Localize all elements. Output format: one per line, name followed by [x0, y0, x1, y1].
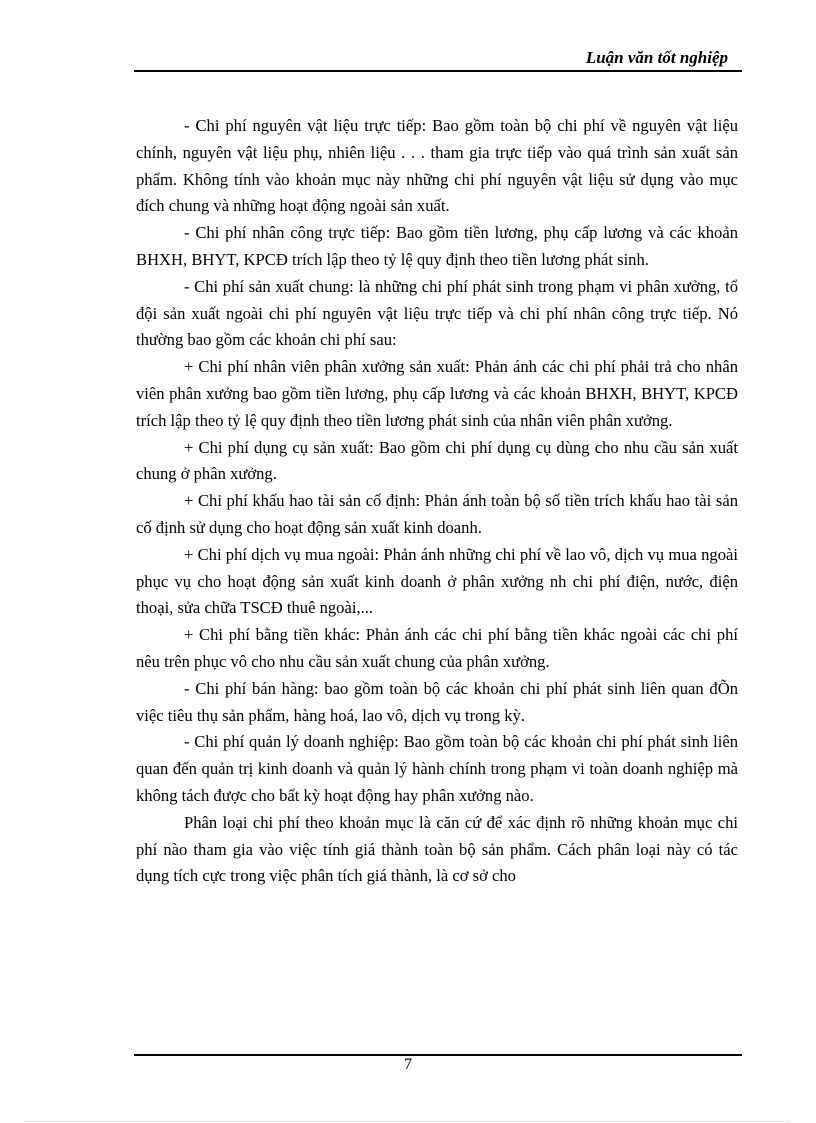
- header-title: Luận văn tốt nghiệp: [585, 48, 728, 67]
- paragraph-direct-labor: - Chi phí nhân công trực tiếp: Bao gồm tiền lương, phụ cấp lương và các khoản BHXH, BHYT, KPCĐ trích lập theo tỷ lệ quy định theo tiền lương phát sinh.: [136, 223, 738, 269]
- page-edge: [26, 1121, 790, 1122]
- paragraph-workshop-staff: + Chi phí nhân viên phân xưởng sản xuất: Phản ánh các chi phí phải trả cho nhân viên phân xưởng bao gồm tiền lương, phụ cấp lương và các khoản BHXH, BHYT, KPCĐ trích lập theo tỷ lệ quy định theo tiền lương phát sinh của nhân viên phân xưởng.: [136, 357, 738, 430]
- paragraph-selling: - Chi phí bán hàng: bao gồm toàn bộ các khoản chi phí phát sinh liên quan đÕn việc tiêu thụ sản phẩm, hàng hoá, lao vô, dịch vụ trong kỳ.: [136, 678, 738, 725]
- page-number: 7: [404, 1056, 412, 1073]
- body-text: [136, 113, 738, 890]
- header-rule: [134, 70, 742, 72]
- paragraph-outsourced-services: + Chi phí dịch vụ mua ngoài: Phản ánh những chi phí về lao vô, dịch vụ mua ngoài phục vụ cho hoạt động sản xuất kinh doanh ở phân xưởng nh chi phí điện, nước, điện thoại, sửa chữa TSCĐ thuê ngoài,...: [136, 544, 738, 618]
- paragraph-depreciation: + Chi phí khấu hao tài sản cố định: Phản ánh toàn bộ số tiền trích khấu hao tài sản cố định sử dụng cho hoạt động sản xuất kinh doanh.: [136, 491, 738, 537]
- paragraph-direct-materials: - Chi phí nguyên vật liệu trực tiếp: Bao gồm toàn bộ chi phí về nguyên vật liệu chính, nguyên vật liệu phụ, nhiên liệu . . . tham gia trực tiếp vào quá trình sản xuất sản phẩm. Không tính vào khoản mục này những chi phí nguyên vật liệu sử dụng vào mục đích chung và những hoạt động ngoài sản xuất.: [136, 116, 738, 216]
- paragraph-classification: Phân loại chi phí theo khoản mục là căn cứ để xác định rõ những khoản mục chi phí nào tham gia vào việc tính giá thành toàn bộ sản phẩm. Cách phân loại này có tác dụng tích cực trong việc phân tích giá thành, là cơ sở cho: [136, 812, 738, 886]
- paragraph-tools: + Chi phí dụng cụ sản xuất: Bao gồm chi phí dụng cụ dùng cho nhu cầu sản xuất chung ở phân xưởng.: [136, 437, 738, 484]
- paragraph-other-cash: + Chi phí bằng tiền khác: Phản ánh các chi phí bằng tiền khác ngoài các chi phí nêu trên phục vô cho nhu cầu sản xuất chung của phân xưởng.: [136, 625, 738, 671]
- paragraph-overhead: - Chi phí sản xuất chung: là những chi phí phát sinh trong phạm vi phân xưởng, tổ đội sản xuất ngoài chi phí nguyên vật liệu trực tiếp và chi phí nhân công trực tiếp. Nó thường bao gồm các khoản chi phí sau:: [136, 276, 738, 350]
- paragraph-admin: - Chi phí quản lý doanh nghiệp: Bao gồm toàn bộ các khoản chi phí phát sinh liên quan đến quản trị kinh doanh và quản lý hành chính trong phạm vi toàn doanh nghiệp mà không tách được cho bất kỳ hoạt động hay phân xưởng nào.: [136, 732, 738, 805]
